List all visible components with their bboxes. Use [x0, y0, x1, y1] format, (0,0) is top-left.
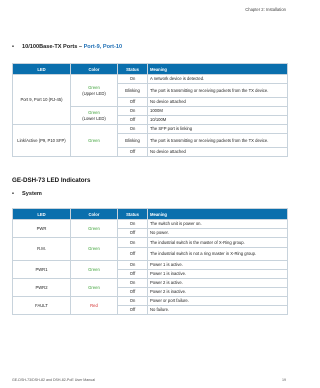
- table-row: [13, 125, 288, 134]
- meaning-cell: Power 2 is inactive.: [148, 288, 288, 297]
- color-cell: [71, 75, 118, 107]
- led-name-cell: R.M.: [13, 238, 71, 261]
- color-cell: Green: [71, 279, 118, 297]
- led-name-cell: PWR: [13, 220, 71, 238]
- table-row: [13, 75, 288, 84]
- status-cell: On: [118, 125, 148, 134]
- page-number: 19: [282, 378, 286, 382]
- meaning-cell: 10/100M: [148, 116, 288, 125]
- status-cell: On: [118, 107, 148, 116]
- led-name-cell: FAULT: [13, 297, 71, 315]
- color-cell: Green: [71, 220, 118, 238]
- meaning-cell: No power.: [148, 229, 288, 238]
- meaning-cell: No device attached: [148, 148, 288, 157]
- ports-heading: [12, 44, 122, 50]
- meaning-cell: 1000M: [148, 107, 288, 116]
- status-cell: On: [118, 238, 148, 248]
- status-cell: Off: [118, 148, 148, 157]
- color-cell: Green: [71, 125, 118, 157]
- status-cell: Blinking: [118, 84, 148, 98]
- meaning-cell: The SFP port is linking: [148, 125, 288, 134]
- system-heading-label: System: [22, 191, 42, 197]
- column-header: Status: [118, 209, 148, 220]
- led-name-cell: PWR2: [13, 279, 71, 297]
- table-row: [13, 238, 288, 248]
- status-cell: Off: [118, 248, 148, 261]
- status-cell: Off: [118, 229, 148, 238]
- bullet: •: [12, 44, 14, 50]
- system-led-table: [12, 208, 288, 315]
- system-heading: [12, 191, 42, 197]
- meaning-cell: Power 2 is active.: [148, 279, 288, 288]
- status-cell: On: [118, 279, 148, 288]
- column-header: Color: [71, 64, 118, 75]
- status-cell: Off: [118, 270, 148, 279]
- meaning-cell: No failure.: [148, 306, 288, 315]
- color-label: Green: [88, 85, 100, 91]
- meaning-cell: The port is transmitting or receiving packets from the TX device.: [148, 84, 288, 98]
- status-cell: Blinking: [118, 134, 148, 148]
- table-header-row: [13, 209, 288, 220]
- column-header: LED: [13, 64, 71, 75]
- column-header: Status: [118, 64, 148, 75]
- meaning-cell: Power 1 is inactive.: [148, 270, 288, 279]
- meaning-cell: No device attached: [148, 98, 288, 107]
- color-cell: Red: [71, 297, 118, 315]
- section-title: GE-DSH-73 LED Indicators: [12, 177, 91, 184]
- table-row: [13, 297, 288, 306]
- ports-heading-ports: Port-9, Port-10: [83, 44, 123, 50]
- led-position: (Upper LED): [82, 90, 106, 96]
- status-cell: On: [118, 220, 148, 229]
- column-header: Meaning: [148, 64, 288, 75]
- ports-led-table: [12, 63, 288, 157]
- status-cell: On: [118, 75, 148, 84]
- meaning-cell: The switch unit is power on.: [148, 220, 288, 229]
- table-header-row: [13, 64, 288, 75]
- column-header: Color: [71, 209, 118, 220]
- column-header: LED: [13, 209, 71, 220]
- ports-heading-prefix: 10/100Base-TX Ports –: [22, 44, 84, 50]
- status-cell: Off: [118, 116, 148, 125]
- meaning-cell: The industrial switch is not a ring master in X-Ring group.: [148, 248, 288, 261]
- led-position: (Lower LED): [82, 115, 106, 121]
- meaning-cell: The port is transmitting or receiving packets from the TX device.: [148, 134, 288, 148]
- led-name-cell: PWR1: [13, 261, 71, 279]
- table-row: [13, 279, 288, 288]
- meaning-cell: The industrial switch is the master of X-Ring group.: [148, 238, 288, 248]
- table-row: [13, 261, 288, 270]
- status-cell: On: [118, 297, 148, 306]
- chapter-header: Chapter 2: Installation: [245, 7, 286, 12]
- meaning-cell: Power 1 is active.: [148, 261, 288, 270]
- led-name-cell: Link/Active (P9, P10 SFP): [13, 125, 71, 157]
- status-cell: Off: [118, 98, 148, 107]
- meaning-cell: Power or port failure.: [148, 297, 288, 306]
- column-header: Meaning: [148, 209, 288, 220]
- table-row: [13, 220, 288, 229]
- color-cell: [71, 107, 118, 125]
- footer-manual-title: GE-DSH-73/DSH-82 and DSH-82-PoE User Manual: [12, 378, 96, 382]
- status-cell: Off: [118, 306, 148, 315]
- color-cell: Green: [71, 238, 118, 261]
- led-name-cell: Port 9, Port 10 (RJ-45): [13, 75, 71, 125]
- status-cell: Off: [118, 288, 148, 297]
- bullet: •: [12, 191, 14, 197]
- status-cell: On: [118, 261, 148, 270]
- color-cell: Green: [71, 261, 118, 279]
- meaning-cell: A network device is detected.: [148, 75, 288, 84]
- color-label: Green: [88, 110, 100, 116]
